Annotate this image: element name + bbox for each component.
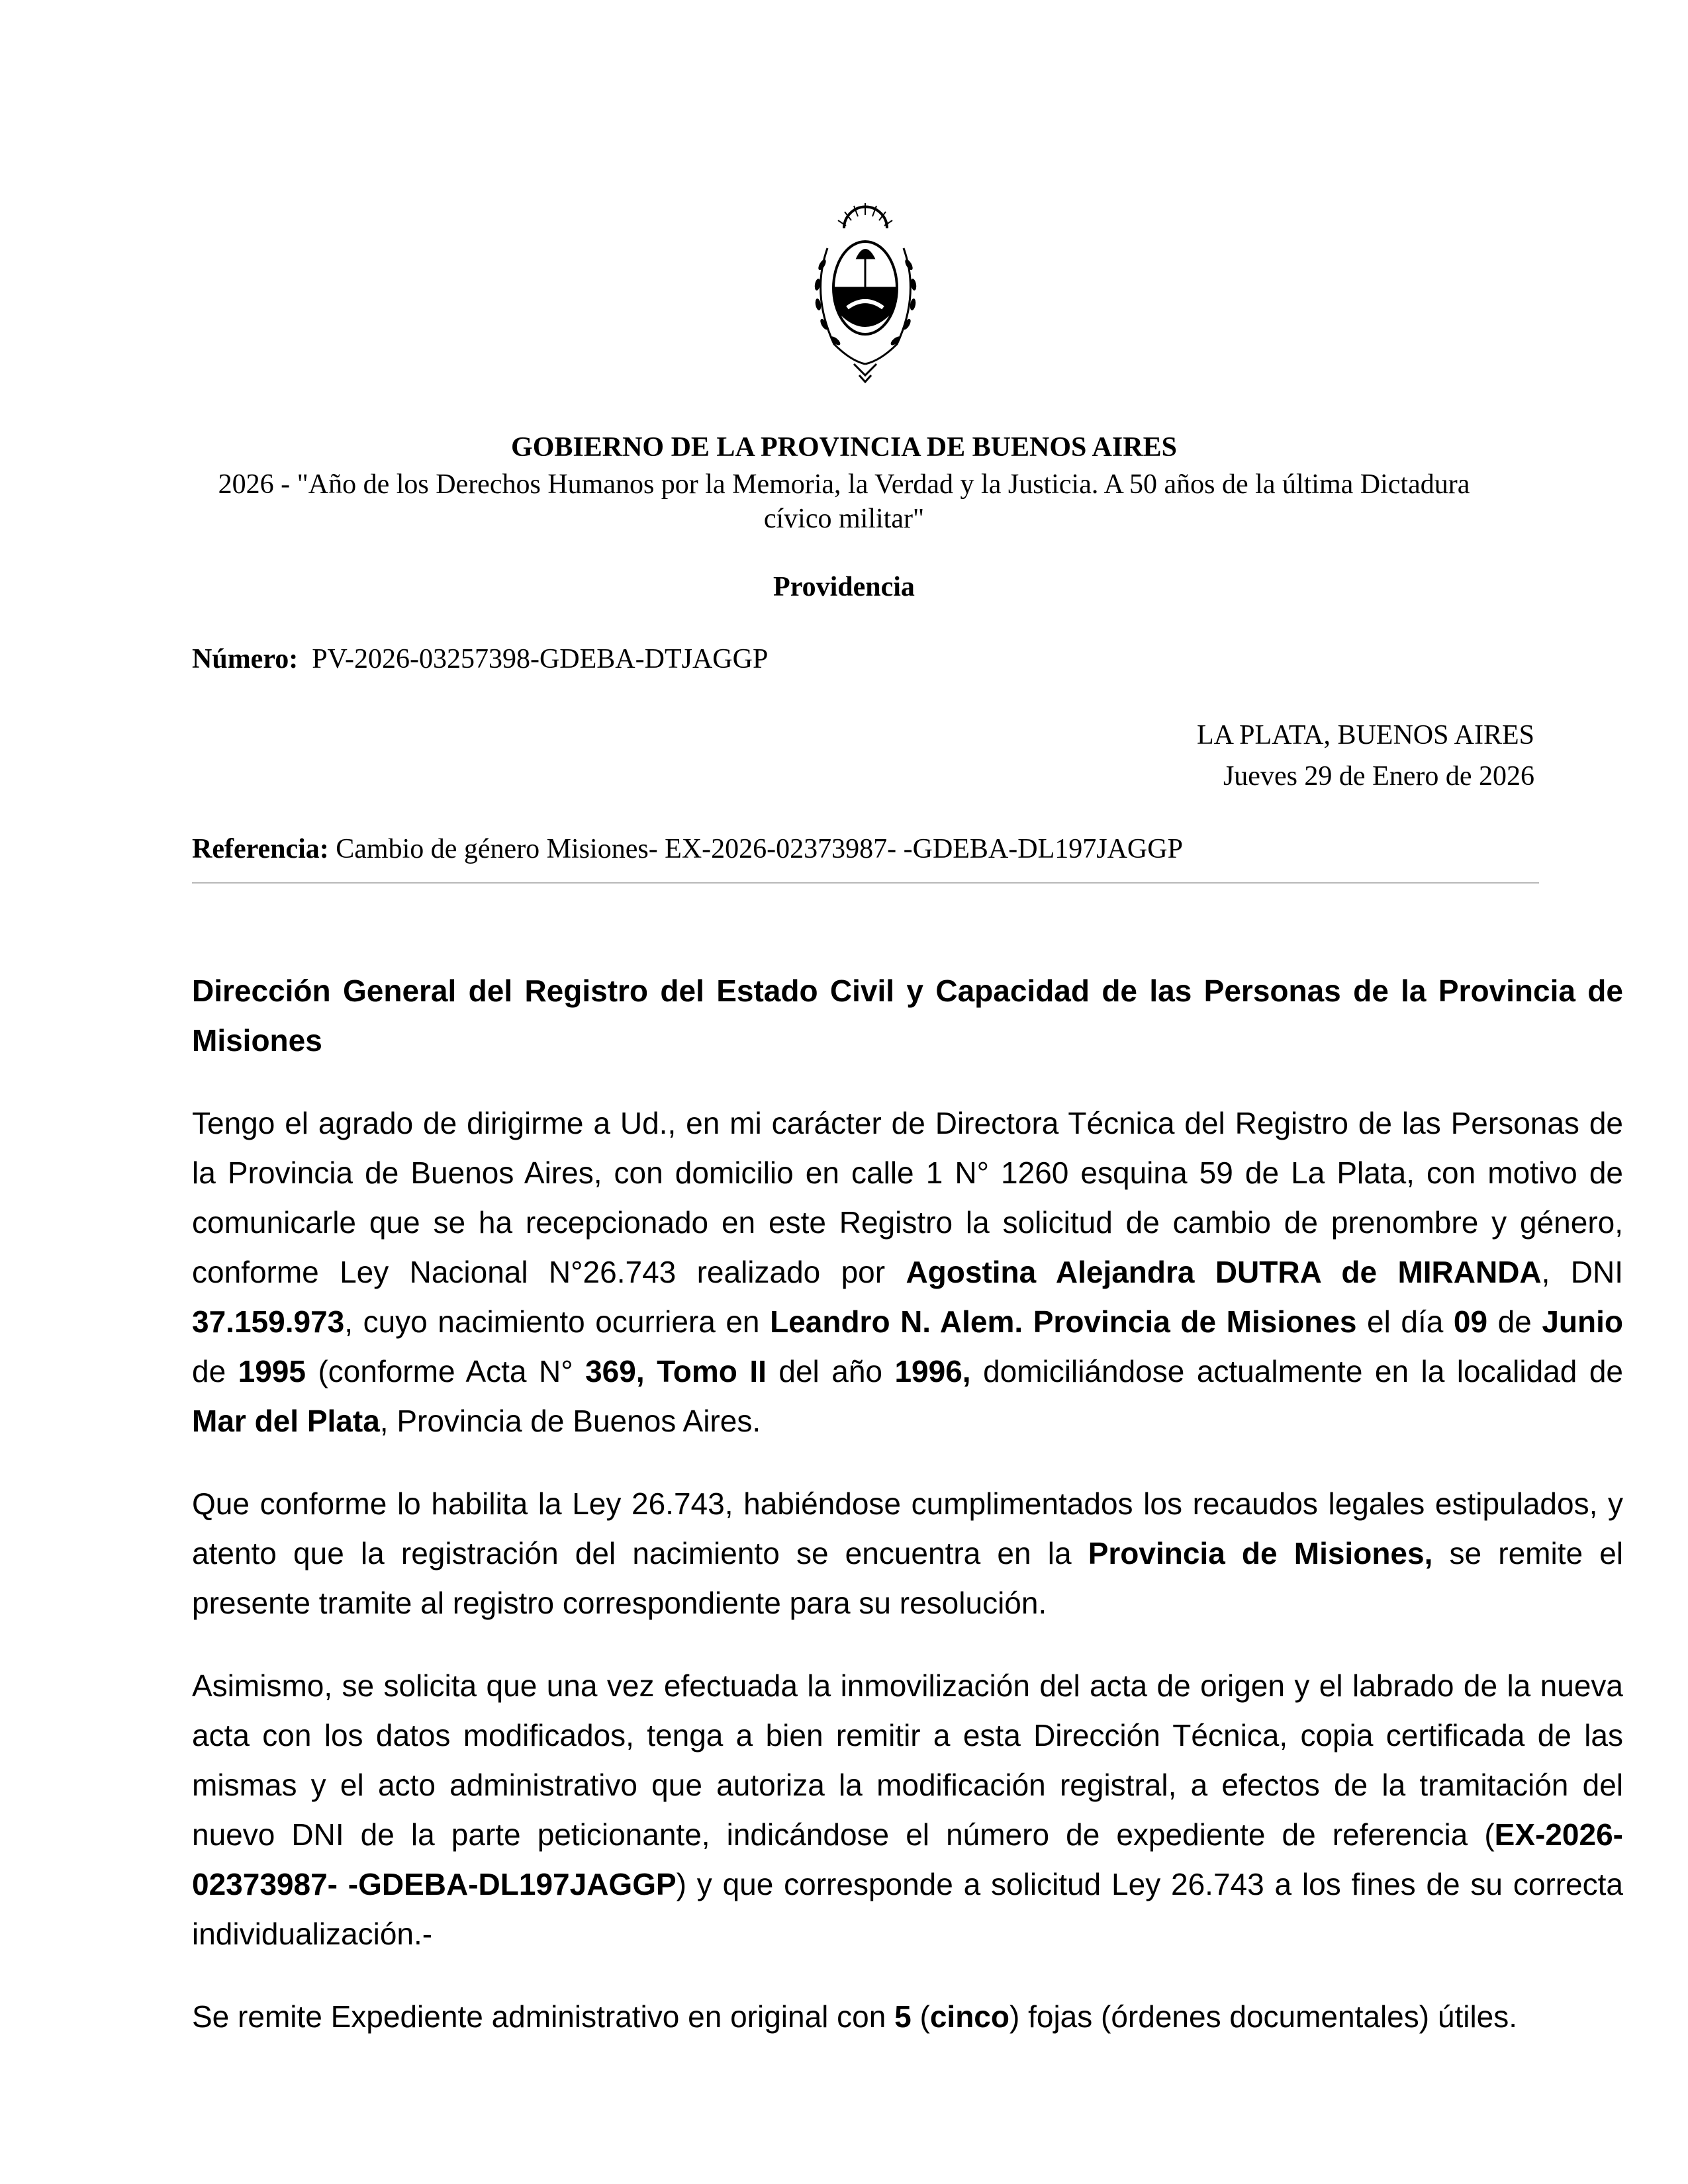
reference — [192, 833, 1183, 865]
body-paragraph — [192, 1661, 1623, 1959]
reference-label: Referencia: — [192, 834, 329, 864]
document-body — [192, 966, 1623, 2075]
document-number-value: PV-2026-03257398-GDEBA-DTJAGGP — [312, 644, 769, 674]
text-segment: Se remite Expediente administrativo en original con — [192, 1999, 895, 2034]
government-title: GOBIERNO DE LA PROVINCIA DE BUENOS AIRES — [511, 432, 1177, 463]
text-segment: del año — [766, 1354, 895, 1388]
bold-text-segment: 369, Tomo II — [585, 1354, 767, 1388]
reference-value: Cambio de género Misiones- EX-2026-02373987- -GDEBA-DL197JAGGP — [336, 834, 1183, 864]
text-segment: , DNI — [1541, 1255, 1623, 1289]
document-type-title: Providencia — [773, 572, 915, 602]
text-segment: de — [192, 1354, 238, 1388]
text-segment: Que conforme lo habilita la Ley 26.743, habiéndose cumplimentados los recaudos legales estipulados, y atento que la registración del nacimiento se encuentra en la — [192, 1486, 1623, 1570]
text-segment: Tengo el agrado de dirigirme a Ud., en mi carácter de Directora Técnica del Registro de las Personas de la Provincia de Buenos Aires, con domicilio en calle 1 N° 1260 esquina 59 de La Plata, con motivo de comunicarle que se ha recepcionado en este Registro la solicitud de cambio de prenombre y género, conforme Ley Nacional N°26.743 realizado por — [192, 1106, 1623, 1289]
bold-text-segment: EX-2026-02373987- -GDEBA-DL197JAGGP — [192, 1817, 1623, 1901]
text-segment: se remite el presente tramite al registro correspondiente para su resolución. — [192, 1536, 1624, 1620]
year-motto: 2026 - "Año de los Derechos Humanos por la Memoria, la Verdad y la Justicia. A 50 años de la última Dictadura cívico militar" — [218, 469, 1470, 534]
bold-text-segment: cinco — [929, 1999, 1009, 2034]
text-segment: ) fojas (órdenes documentales) útiles. — [1009, 1999, 1518, 2034]
text-segment: de — [1487, 1304, 1542, 1339]
text-segment: , Provincia de Buenos Aires. — [379, 1404, 761, 1438]
date: Jueves 29 de Enero de 2026 — [1223, 761, 1534, 792]
text-segment: Asimismo, se solicita que una vez efectuada la inmovilización del acta de origen y el labrado de la nueva acta con los datos modificados, tenga a bien remitir a esta Dirección Técnica, copia certificada de las mismas y el acto administrativo que autoriza la modificación registral, a efectos de la tramitación del nuevo DNI de la parte peticionante, indicándose el número de expediente de referencia ( — [192, 1668, 1623, 1852]
bold-text-segment: Leandro N. Alem. Provincia de Misiones — [770, 1304, 1357, 1339]
document-number-label: Número: — [192, 644, 299, 674]
body-paragraph — [192, 1099, 1623, 1446]
recipient-heading: Dirección General del Registro del Estado Civil y Capacidad de las Personas de la Provincia de Misiones — [192, 974, 1623, 1058]
provincial-seal-emblem — [808, 202, 923, 384]
bold-text-segment: Provincia de Misiones, — [1088, 1536, 1433, 1570]
bold-text-segment: 1995 — [238, 1354, 306, 1388]
text-segment: ) y que corresponde a solicitud Ley 26.743 a los fines de su correcta individualización.- — [192, 1867, 1623, 1951]
body-paragraph — [192, 1479, 1623, 1628]
body-paragraph — [192, 1992, 1623, 2042]
bold-text-segment: Mar del Plata — [192, 1404, 380, 1438]
bold-text-segment: 1996, — [894, 1354, 971, 1388]
text-segment: , cuyo nacimiento ocurriera en — [344, 1304, 771, 1339]
text-segment: (conforme Acta N° — [305, 1354, 586, 1388]
document-number — [192, 643, 768, 675]
text-segment: el día — [1356, 1304, 1454, 1339]
bold-text-segment: Agostina Alejandra DUTRA de MIRANDA — [906, 1255, 1542, 1289]
header-divider — [192, 882, 1539, 884]
bold-text-segment: Junio — [1542, 1304, 1623, 1339]
bold-text-segment: 37.159.973 — [192, 1304, 345, 1339]
bold-text-segment: 5 — [894, 1999, 912, 2034]
bold-text-segment: 09 — [1453, 1304, 1488, 1339]
text-segment: domiciliándose actualmente en la localidad de — [970, 1354, 1624, 1388]
text-segment: ( — [911, 1999, 930, 2034]
place: LA PLATA, BUENOS AIRES — [1196, 720, 1534, 751]
